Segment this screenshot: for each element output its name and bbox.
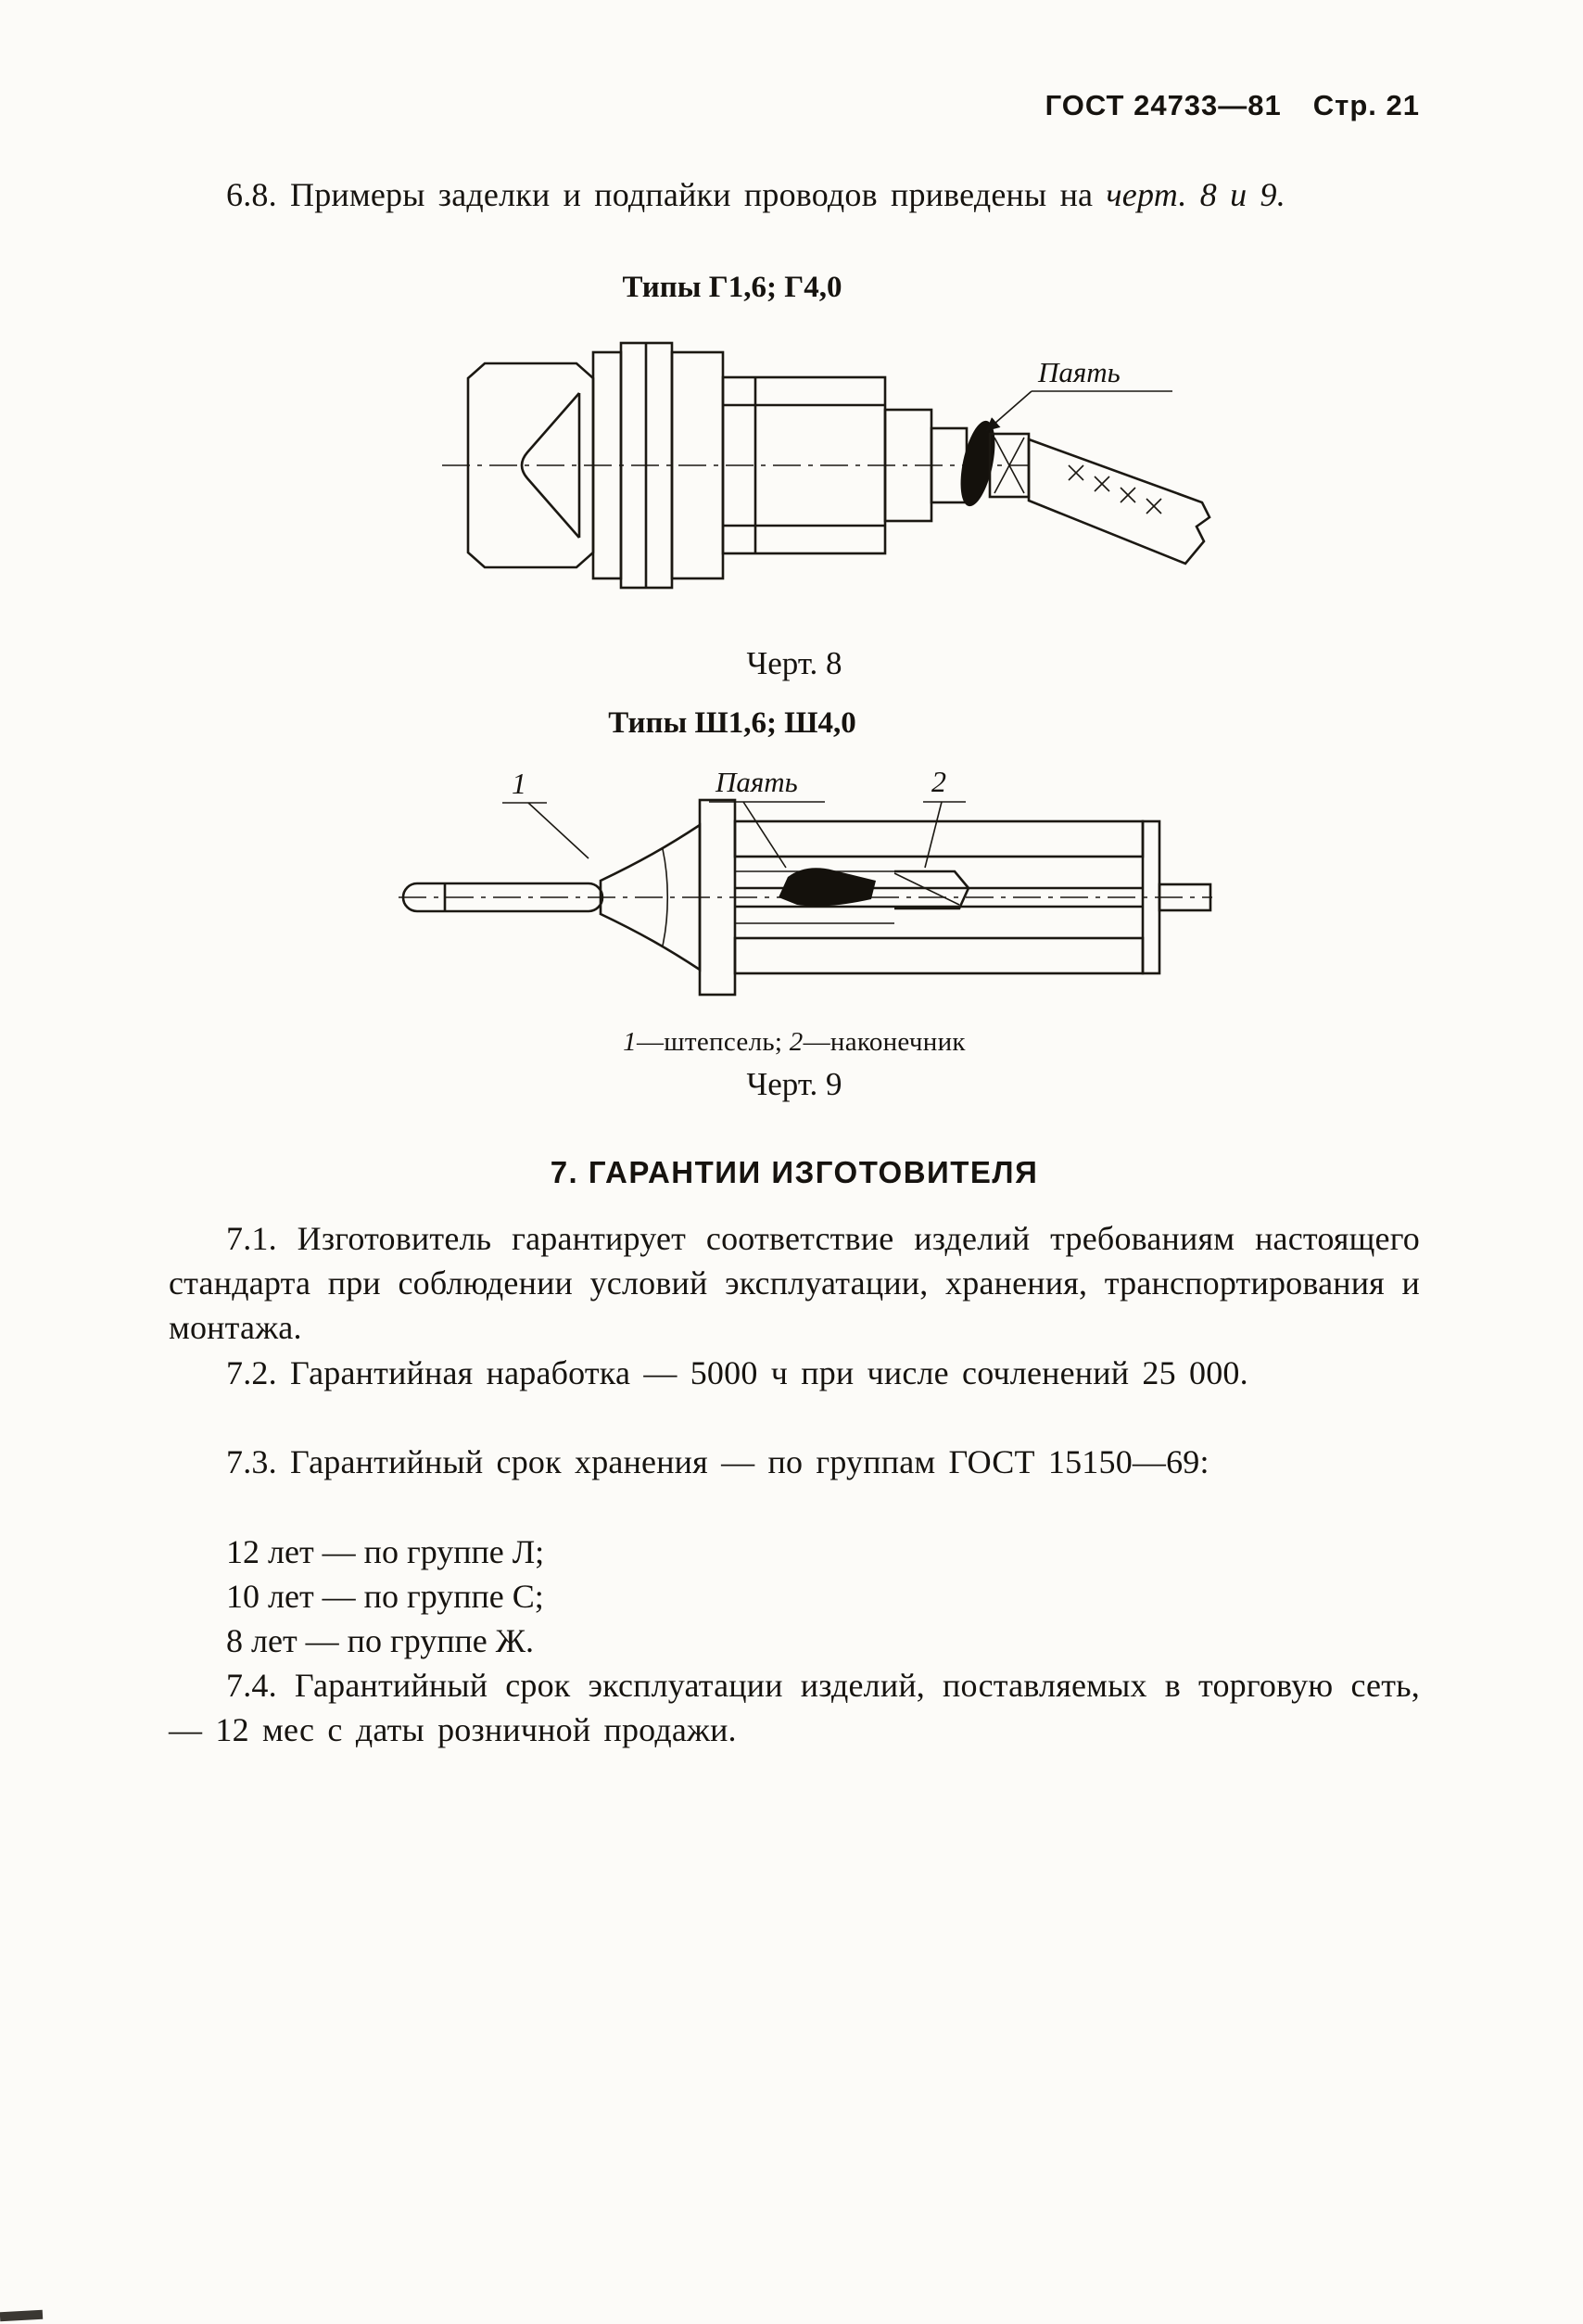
section-7-heading: 7. ГАРАНТИИ ИЗГОТОВИТЕЛЯ xyxy=(550,1155,1039,1189)
figure-8-caption: Черт. 8 xyxy=(746,645,842,681)
callout-2 xyxy=(923,765,966,868)
page-header xyxy=(1045,89,1420,122)
legend-num-1: 1 xyxy=(623,1027,637,1057)
legend-num-2: 2 xyxy=(789,1027,804,1057)
figure-9-legend xyxy=(169,1027,1420,1058)
figure-8-types-caption: Типы Г1,6; Г4,0 xyxy=(622,271,842,304)
list-item: 8 лет — по группе Ж. xyxy=(226,1622,534,1659)
plug-cone-body xyxy=(601,800,735,995)
scan-artifact xyxy=(0,2310,43,2321)
paragraph-7-3: 7.3. Гарантийный срок хранения — по группам ГОСТ 15150—69: xyxy=(226,1443,1209,1480)
paragraph-7-4: 7.4. Гарантийный срок эксплуатации изделий, поставляемых в торговую сеть, — 12 мес с даты розничной продажи. xyxy=(169,1667,1420,1748)
solder-blob xyxy=(779,868,876,906)
paragraph-6-8-text: 6.8. Примеры заделки и подпайки проводов приведены на xyxy=(226,176,1094,213)
doc-number: ГОСТ 24733—81 xyxy=(1045,89,1282,121)
legend-text-2: —наконечник xyxy=(803,1027,966,1057)
solder-blob xyxy=(955,418,1002,510)
figure-9-drawing xyxy=(389,758,1223,1022)
braided-wire xyxy=(1029,439,1209,564)
figure-9-types-caption: Типы Ш1,6; Ш4,0 xyxy=(608,706,856,740)
solder-callout xyxy=(987,356,1172,430)
storage-groups-list xyxy=(169,1530,1420,1663)
figure-9-callout-2: 2 xyxy=(931,765,946,798)
contact-tip xyxy=(894,871,969,908)
figure-8-drawing xyxy=(431,336,1274,641)
figure-9-solder-label: Паять xyxy=(716,766,798,798)
figure-9-caption: Черт. 9 xyxy=(746,1066,842,1102)
figure-8-solder-label: Паять xyxy=(1038,356,1121,388)
paragraph-7-2: 7.2. Гарантийная наработка — 5000 ч при числе сочленений 25 000. xyxy=(226,1354,1248,1391)
list-item: 10 лет — по группе С; xyxy=(226,1578,544,1615)
solder-callout xyxy=(709,766,825,868)
paragraph-6-8-figref: черт. 8 и 9. xyxy=(1106,176,1285,213)
list-item: 12 лет — по группе Л; xyxy=(226,1533,545,1570)
legend-text-1: —штепсель; xyxy=(636,1027,783,1057)
callout-1 xyxy=(502,767,589,858)
figure-9-callout-1: 1 xyxy=(512,767,526,800)
paragraph-6-8 xyxy=(169,172,1420,217)
page-number: Стр. 21 xyxy=(1312,89,1420,121)
paragraph-7-1: 7.1. Изготовитель гарантирует соответствие изделий требованиям настоящего стандарта при соблюдении условий эксплуатации, хранения, транспортирования и монтажа. xyxy=(169,1220,1420,1346)
